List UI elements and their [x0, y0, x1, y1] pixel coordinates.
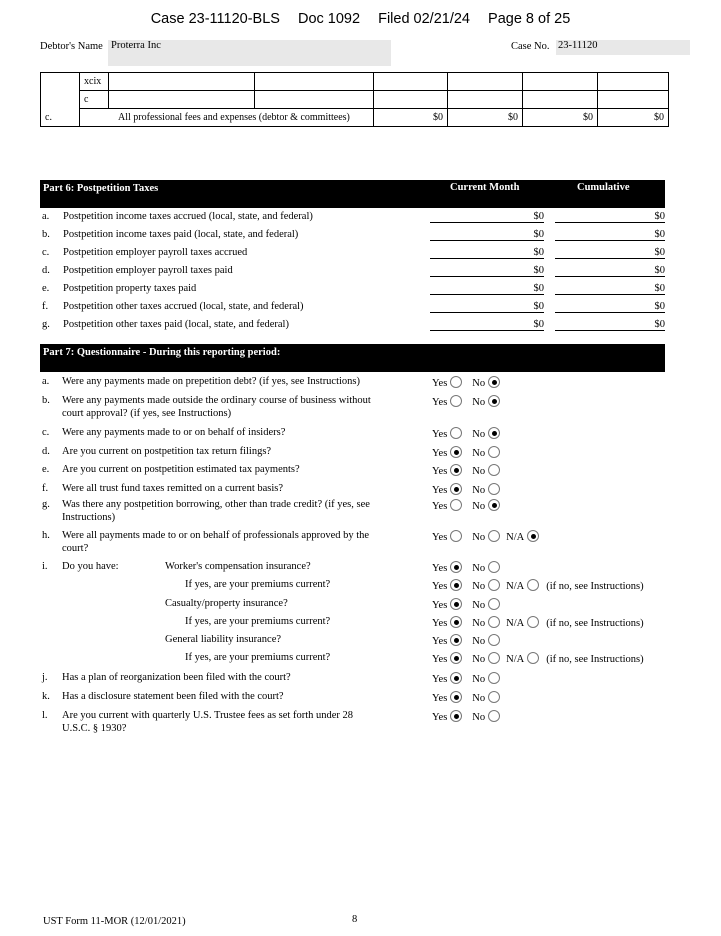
yes-label: Yes	[432, 485, 448, 496]
answer-group	[432, 579, 644, 592]
question-letter: i.	[42, 561, 48, 572]
tax-row-label: Postpetition other taxes accrued (local, state, and federal)	[63, 301, 304, 312]
yes-radio[interactable]	[450, 427, 462, 439]
question-text: Were all payments made to or on behalf of professionals approved by the court?	[62, 530, 370, 554]
no-radio[interactable]	[488, 395, 500, 407]
question-letter: l.	[42, 710, 48, 721]
no-label: No	[472, 466, 486, 477]
yes-label: Yes	[432, 581, 448, 592]
question-letter: k.	[42, 691, 50, 702]
question-letter: f.	[42, 483, 49, 494]
tax-row-label: Postpetition employer payroll taxes accrued	[63, 247, 248, 258]
insurance-question: Casualty/property insurance?	[165, 598, 288, 609]
no-label: No	[472, 600, 486, 611]
current-month-value: $0	[430, 301, 544, 313]
insurance-question: Worker's compensation insurance?	[165, 561, 311, 572]
current-month-value: $0	[430, 247, 544, 259]
page-number: 8	[352, 914, 358, 925]
doc-number: Doc 1092	[297, 11, 361, 27]
answer-group	[432, 427, 500, 440]
total-value: $0	[448, 109, 523, 127]
answer-group	[432, 598, 500, 611]
case-header	[0, 11, 721, 27]
yes-radio[interactable]	[450, 652, 462, 664]
row-letter: e.	[42, 283, 50, 294]
yes-label: Yes	[432, 600, 448, 611]
answer-group	[432, 691, 500, 704]
yes-label: Yes	[432, 618, 448, 629]
no-radio[interactable]	[488, 483, 500, 495]
current-month-value: $0	[430, 265, 544, 277]
question-letter: b.	[42, 395, 50, 406]
answer-group	[432, 376, 500, 389]
yes-label: Yes	[432, 674, 448, 685]
insurance-question: If yes, are your premiums current?	[185, 616, 331, 627]
question-letter: c.	[42, 427, 50, 438]
tax-row-label: Postpetition other taxes paid (local, state, and federal)	[63, 319, 289, 330]
form-id: UST Form 11-MOR (12/01/2021)	[43, 916, 186, 927]
filed-date: Filed 02/21/24	[378, 11, 470, 27]
no-label: No	[472, 485, 486, 496]
question-text: Has a plan of reorganization been filed with the court?	[62, 672, 291, 683]
answer-group	[432, 395, 500, 408]
question-letter: e.	[42, 464, 50, 475]
answer-group	[432, 672, 500, 685]
cumulative-value: $0	[555, 319, 665, 331]
no-label: No	[472, 429, 486, 440]
current-month-value: $0	[430, 319, 544, 331]
answer-group	[432, 652, 644, 665]
answer-group	[432, 530, 539, 543]
yes-label: Yes	[432, 501, 448, 512]
answer-group	[432, 561, 500, 574]
na-radio[interactable]	[527, 530, 539, 542]
no-label: No	[472, 712, 486, 723]
no-radio[interactable]	[488, 616, 500, 628]
yes-radio[interactable]	[450, 376, 462, 388]
no-label: No	[472, 693, 486, 704]
row-letter: c.	[42, 247, 50, 258]
question-letter: a.	[42, 376, 50, 387]
yes-label: Yes	[432, 429, 448, 440]
no-label: No	[472, 397, 486, 408]
total-value: $0	[598, 109, 669, 127]
total-label: All professional fees and expenses (debtor & committees)	[80, 109, 374, 127]
yes-radio[interactable]	[450, 691, 462, 703]
debtor-name-field: Proterra Inc	[108, 40, 391, 66]
yes-radio[interactable]	[450, 446, 462, 458]
answer-group	[432, 616, 644, 629]
yes-label: Yes	[432, 654, 448, 665]
no-radio[interactable]	[488, 652, 500, 664]
table-row	[41, 91, 669, 109]
yes-label: Yes	[432, 636, 448, 647]
row-letter: f.	[42, 301, 49, 312]
yes-radio[interactable]	[450, 672, 462, 684]
answer-group	[432, 464, 500, 477]
row-letter: d.	[42, 265, 50, 276]
question-text: Are you current on postpetition estimated tax payments?	[62, 464, 300, 475]
row-letter: c.	[41, 109, 80, 127]
yes-label: Yes	[432, 397, 448, 408]
no-radio[interactable]	[488, 530, 500, 542]
no-label: No	[472, 674, 486, 685]
no-label: No	[472, 618, 486, 629]
yes-radio[interactable]	[450, 483, 462, 495]
case-no-label: Case No.	[511, 41, 550, 52]
na-radio[interactable]	[527, 616, 539, 628]
yes-label: Yes	[432, 693, 448, 704]
row-letter: b.	[42, 229, 50, 240]
na-radio[interactable]	[527, 579, 539, 591]
no-radio[interactable]	[488, 376, 500, 388]
question-text: Has a disclosure statement been filed with the court?	[62, 691, 284, 702]
yes-label: Yes	[432, 466, 448, 477]
insurance-question: If yes, are your premiums current?	[185, 652, 331, 663]
no-radio[interactable]	[488, 499, 500, 511]
na-label: N/A	[506, 581, 525, 592]
yes-label: Yes	[432, 532, 448, 543]
table-row	[41, 73, 669, 91]
current-month-value: $0	[430, 283, 544, 295]
no-radio[interactable]	[488, 691, 500, 703]
cumulative-value: $0	[555, 211, 665, 223]
current-month-value: $0	[430, 211, 544, 223]
instructions-note: (if no, see Instructions)	[546, 581, 644, 592]
page-indicator: Page 8 of 25	[488, 11, 571, 27]
yes-radio[interactable]	[450, 464, 462, 476]
case-number: Case 23-11120-BLS	[150, 11, 280, 27]
current-month-value: $0	[430, 229, 544, 241]
row-id: c	[80, 91, 109, 109]
na-label: N/A	[506, 532, 525, 543]
part6-header	[40, 180, 665, 208]
tax-row-label: Postpetition income taxes accrued (local, state, and federal)	[63, 211, 313, 222]
tax-row-label: Postpetition income taxes paid (local, state, and federal)	[63, 229, 299, 240]
tax-row-label: Postpetition employer payroll taxes paid	[63, 265, 233, 276]
cumulative-value: $0	[555, 229, 665, 241]
yes-radio[interactable]	[450, 634, 462, 646]
yes-label: Yes	[432, 712, 448, 723]
yes-radio[interactable]	[450, 598, 462, 610]
case-no-field: 23-11120	[556, 40, 690, 55]
no-radio[interactable]	[488, 446, 500, 458]
instructions-note: (if no, see Instructions)	[546, 618, 644, 629]
row-id: xcix	[80, 73, 109, 91]
cumulative-value: $0	[555, 247, 665, 259]
question-text: Were any payments made to or on behalf of insiders?	[62, 427, 286, 438]
no-radio[interactable]	[488, 672, 500, 684]
yes-radio[interactable]	[450, 395, 462, 407]
current-month-header: Current Month	[450, 182, 520, 193]
yes-radio[interactable]	[450, 499, 462, 511]
yes-radio[interactable]	[450, 710, 462, 722]
no-radio[interactable]	[488, 710, 500, 722]
part6-title: Part 6: Postpetition Taxes	[43, 183, 159, 194]
question-text: Are you current with quarterly U.S. Trustee fees as set forth under 28 U.S.C. § 1930?	[62, 710, 354, 734]
question-letter: g.	[42, 499, 50, 510]
no-radio[interactable]	[488, 598, 500, 610]
answer-group	[432, 499, 500, 512]
professional-fees-table	[40, 72, 669, 127]
no-label: No	[472, 378, 486, 389]
yes-label: Yes	[432, 563, 448, 574]
no-label: No	[472, 636, 486, 647]
yes-radio[interactable]	[450, 530, 462, 542]
no-radio[interactable]	[488, 427, 500, 439]
row-letter: g.	[42, 319, 50, 330]
part7-header	[40, 344, 665, 372]
na-label: N/A	[506, 654, 525, 665]
table-row-total	[41, 109, 669, 127]
answer-group	[432, 446, 500, 459]
no-label: No	[472, 654, 486, 665]
no-radio[interactable]	[488, 579, 500, 591]
row-letter: a.	[42, 211, 50, 222]
insurance-question: If yes, are your premiums current?	[185, 579, 331, 590]
total-value: $0	[374, 109, 448, 127]
tax-row-label: Postpetition property taxes paid	[63, 283, 197, 294]
yes-label: Yes	[432, 378, 448, 389]
na-label: N/A	[506, 618, 525, 629]
answer-group	[432, 710, 500, 723]
question-letter: d.	[42, 446, 50, 457]
question-text: Were all trust fund taxes remitted on a current basis?	[62, 483, 284, 494]
cumulative-value: $0	[555, 283, 665, 295]
no-label: No	[472, 581, 486, 592]
answer-group	[432, 634, 500, 647]
insurance-question: General liability insurance?	[165, 634, 282, 645]
question-letter: j.	[42, 672, 48, 683]
cumulative-header: Cumulative	[577, 182, 630, 193]
no-label: No	[472, 563, 486, 574]
no-label: No	[472, 501, 486, 512]
question-text: Were any payments made outside the ordinary course of business without court approval? (if yes, see Instructions)	[62, 395, 371, 419]
question-letter: h.	[42, 530, 50, 541]
question-text: Were any payments made on prepetition debt? (if yes, see Instructions)	[62, 376, 361, 387]
answer-group	[432, 483, 500, 496]
debtor-name-label: Debtor's Name	[40, 41, 103, 52]
question-text: Are you current on postpetition tax return filings?	[62, 446, 272, 457]
no-radio[interactable]	[488, 464, 500, 476]
question-text: Was there any postpetition borrowing, other than trade credit? (if yes, see Instructions)	[62, 499, 370, 523]
no-label: No	[472, 448, 486, 459]
cumulative-value: $0	[555, 265, 665, 277]
yes-radio[interactable]	[450, 561, 462, 573]
yes-radio[interactable]	[450, 579, 462, 591]
no-radio[interactable]	[488, 561, 500, 573]
instructions-note: (if no, see Instructions)	[546, 654, 644, 665]
na-radio[interactable]	[527, 652, 539, 664]
yes-radio[interactable]	[450, 616, 462, 628]
part7-title: Part 7: Questionnaire - During this reporting period:	[43, 347, 281, 358]
no-radio[interactable]	[488, 634, 500, 646]
yes-label: Yes	[432, 448, 448, 459]
question-text: Do you have:	[62, 561, 119, 572]
cumulative-value: $0	[555, 301, 665, 313]
total-value: $0	[523, 109, 598, 127]
no-label: No	[472, 532, 486, 543]
